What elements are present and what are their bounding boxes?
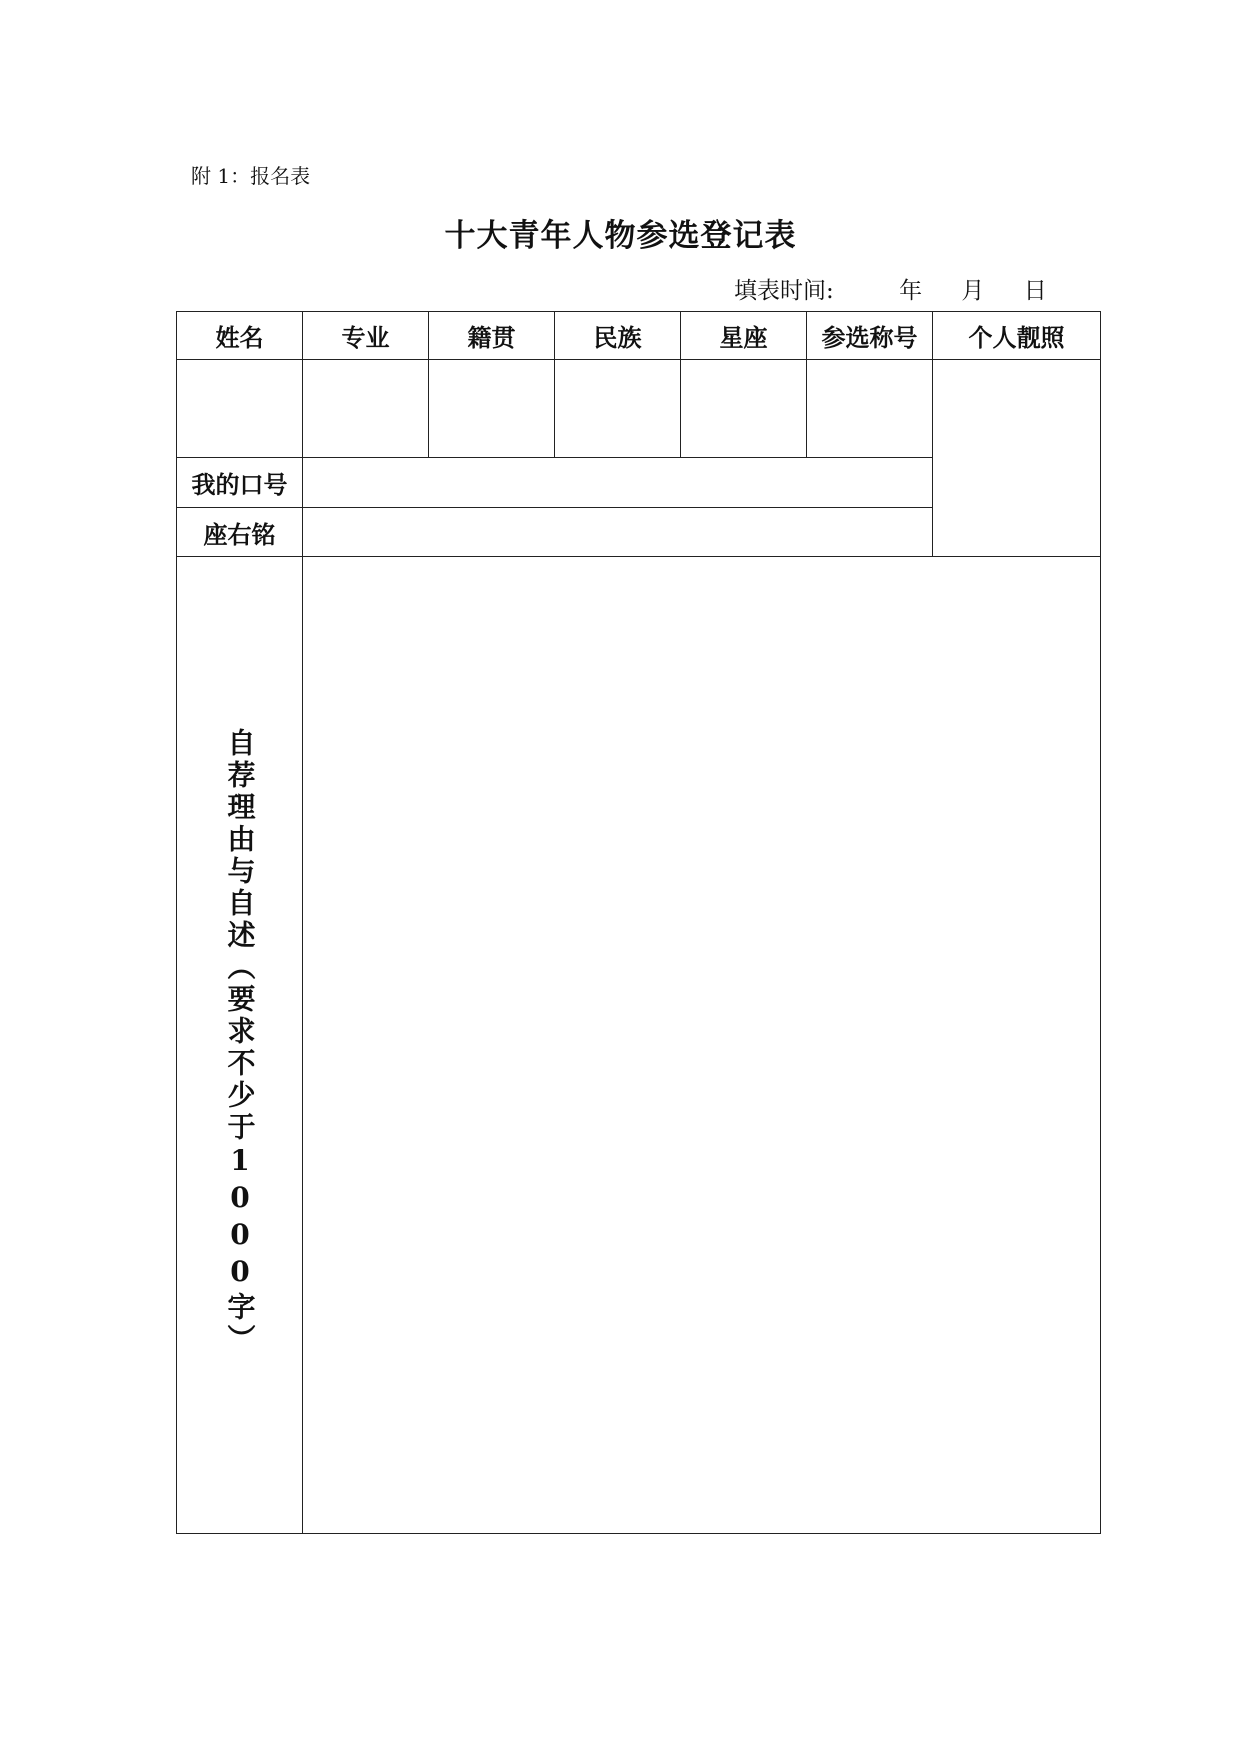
statement-label: 自荐理由与自述（要求不少于1000字） xyxy=(223,728,257,1356)
attachment-label: 附 1：报名表 xyxy=(191,164,311,188)
major-cell[interactable] xyxy=(303,360,429,458)
hometown-cell[interactable] xyxy=(429,360,555,458)
zodiac-cell[interactable] xyxy=(681,360,807,458)
statement-cell[interactable] xyxy=(303,557,1101,1534)
name-cell[interactable] xyxy=(177,360,303,458)
year-label: 年 xyxy=(899,278,923,304)
month-label: 月 xyxy=(961,278,985,304)
day-label: 日 xyxy=(1023,278,1047,304)
slogan-label: 我的口号 xyxy=(177,458,303,508)
fill-date-line xyxy=(734,272,1047,305)
statement-row xyxy=(177,557,1101,1534)
slogan-cell[interactable] xyxy=(303,458,933,508)
header-photo: 个人靓照 xyxy=(933,312,1101,360)
header-hometown: 籍贯 xyxy=(429,312,555,360)
header-ethnicity: 民族 xyxy=(555,312,681,360)
registration-table xyxy=(176,311,1101,1534)
statement-label-cell xyxy=(177,557,303,1534)
nomination-title-cell[interactable] xyxy=(807,360,933,458)
header-zodiac: 星座 xyxy=(681,312,807,360)
photo-cell[interactable] xyxy=(933,360,1101,557)
motto-cell[interactable] xyxy=(303,508,933,557)
ethnicity-cell[interactable] xyxy=(555,360,681,458)
info-row xyxy=(177,360,1101,458)
header-row xyxy=(177,312,1101,360)
form-title: 十大青年人物参选登记表 xyxy=(444,218,797,254)
header-major: 专业 xyxy=(303,312,429,360)
header-name: 姓名 xyxy=(177,312,303,360)
motto-label: 座右铭 xyxy=(177,508,303,557)
fill-date-label: 填表时间: xyxy=(734,278,834,304)
header-nomination-title: 参选称号 xyxy=(807,312,933,360)
